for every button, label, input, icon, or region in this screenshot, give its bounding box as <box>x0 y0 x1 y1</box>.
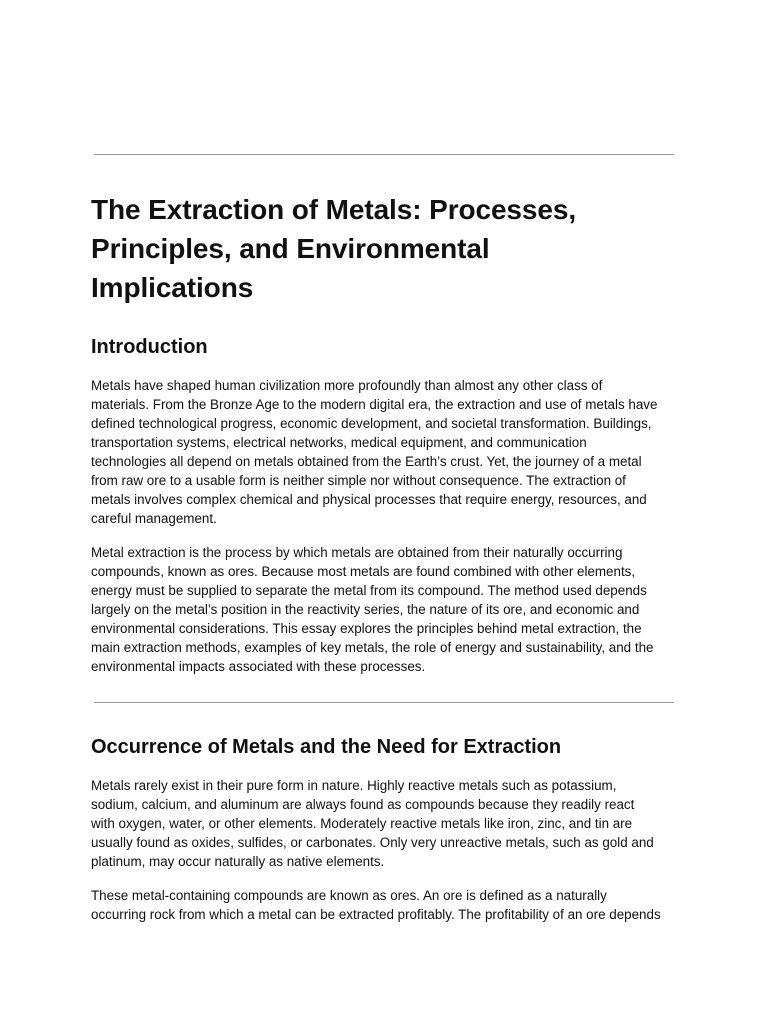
text-line: platinum, may occur naturally as native elements. <box>91 854 385 869</box>
text-line: occurring rock from which a metal can be extracted profitably. The profitability of an ore depends <box>91 907 661 922</box>
title-line: Principles, and Environmental <box>91 233 490 264</box>
text-line: Metal extraction is the process by which metals are obtained from their naturally occurring <box>91 545 623 560</box>
text-line: main extraction methods, examples of key metals, the role of energy and sustainability, and the <box>91 640 654 655</box>
text-line: with oxygen, water, or other elements. Moderately reactive metals like iron, zinc, and tin are <box>91 816 633 831</box>
text-line: usually found as oxides, sulfides, or carbonates. Only very unreactive metals, such as gold and <box>91 835 654 850</box>
occurrence-paragraph-1 <box>91 776 691 871</box>
text-line: careful management. <box>91 511 217 526</box>
text-line: metals involves complex chemical and physical processes that require energy, resources, and <box>91 492 647 507</box>
text-line: materials. From the Bronze Age to the modern digital era, the extraction and use of metals have <box>91 397 658 412</box>
text-line: sodium, calcium, and aluminum are always found as compounds because they readily react <box>91 797 635 812</box>
text-line: Metals rarely exist in their pure form in nature. Highly reactive metals such as potassium, <box>91 778 617 793</box>
text-line: defined technological progress, economic development, and societal transformation. Buildings, <box>91 416 652 431</box>
text-line: environmental impacts associated with these processes. <box>91 659 426 674</box>
section-divider <box>94 702 674 703</box>
title-line: The Extraction of Metals: Processes, <box>91 194 577 225</box>
text-line: environmental considerations. This essay explores the principles behind metal extraction, the <box>91 621 642 636</box>
text-line: These metal-containing compounds are known as ores. An ore is defined as a naturally <box>91 888 607 903</box>
text-line: Metals have shaped human civilization more profoundly than almost any other class of <box>91 378 603 393</box>
occurrence-paragraph-2 <box>91 886 691 924</box>
text-line: largely on the metal’s position in the reactivity series, the nature of its ore, and economic and <box>91 602 640 617</box>
top-divider <box>94 154 674 155</box>
intro-paragraph-1 <box>91 376 691 528</box>
document-title <box>91 190 681 307</box>
text-line: technologies all depend on metals obtained from the Earth’s crust. Yet, the journey of a metal <box>91 454 642 469</box>
section-heading-occurrence: Occurrence of Metals and the Need for Extraction <box>91 736 562 758</box>
title-line: Implications <box>91 272 254 303</box>
text-line: compounds, known as ores. Because most metals are found combined with other elements, <box>91 564 636 579</box>
text-line: transportation systems, electrical networks, medical equipment, and communication <box>91 435 587 450</box>
text-line: energy must be supplied to separate the metal from its compound. The method used depends <box>91 583 647 598</box>
intro-paragraph-2 <box>91 543 691 676</box>
section-heading-introduction: Introduction <box>91 336 208 358</box>
text-line: from raw ore to a usable form is neither simple nor without consequence. The extraction of <box>91 473 626 488</box>
